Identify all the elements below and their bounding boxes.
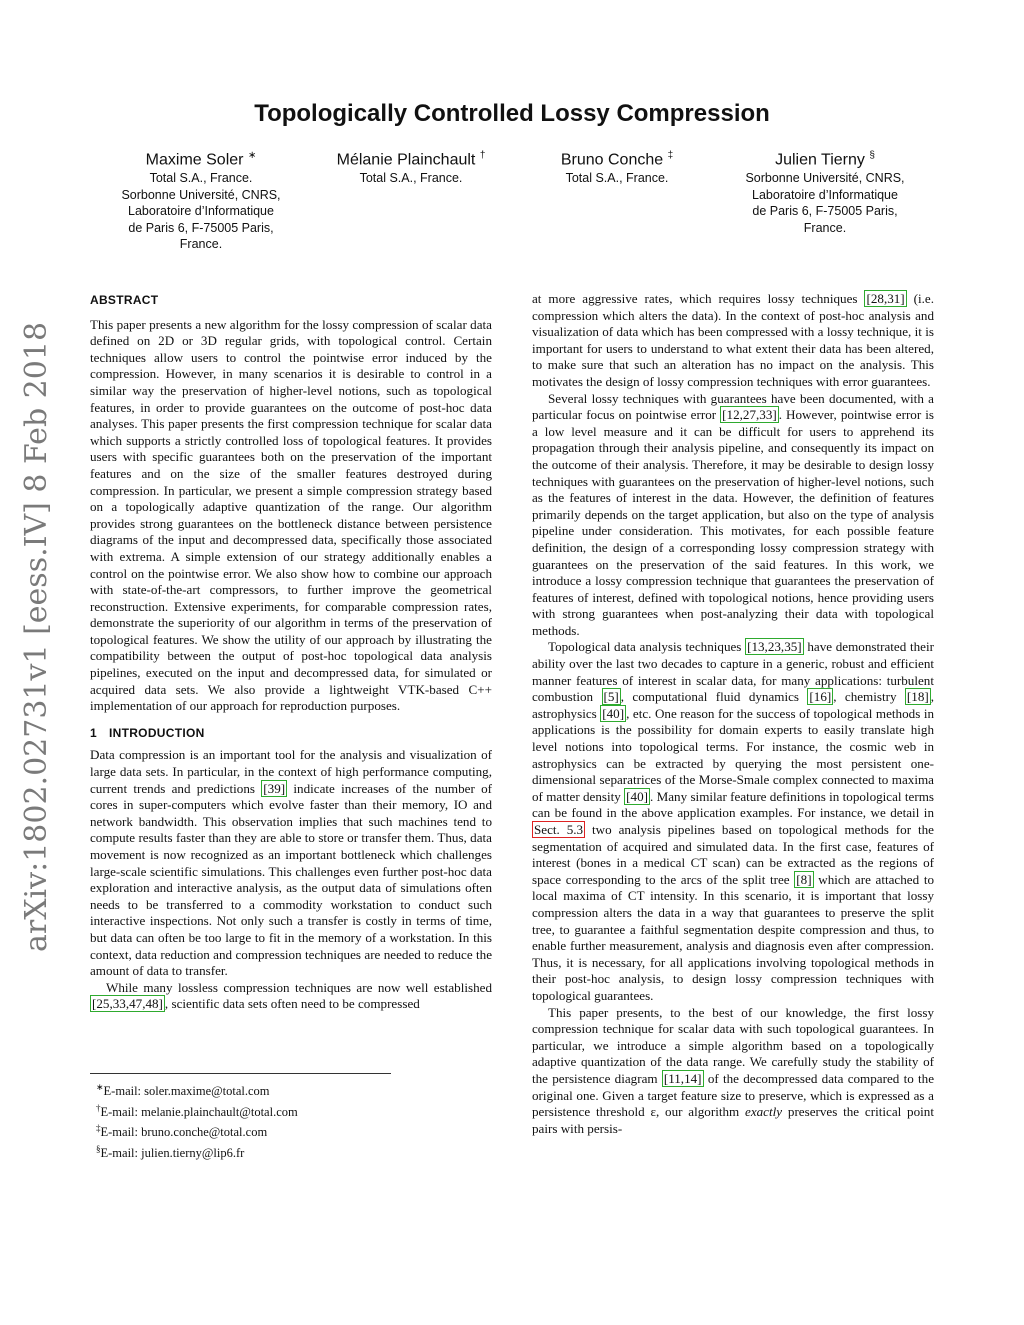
citation-link[interactable]: [8] bbox=[796, 871, 812, 887]
author-1 bbox=[101, 146, 301, 253]
footnote: †E-mail: melanie.plainchault@total.com bbox=[96, 1102, 298, 1119]
author-affiliation: Sorbonne Université, CNRS, Laboratoire d’Informatique de Paris 6, F-75005 Paris, France. bbox=[745, 171, 905, 235]
citation-link[interactable]: [16] bbox=[809, 689, 832, 705]
author-affiliation: Total S.A., France. Sorbonne Université, CNRS, Laboratoire d’Informatique de Paris 6, F-75005 Paris, France. bbox=[121, 171, 281, 252]
citation-link[interactable]: [40] bbox=[602, 705, 625, 721]
author-3 bbox=[517, 146, 717, 187]
citation-link[interactable]: [12,27,33] bbox=[722, 407, 777, 423]
citation-link[interactable]: [11,14] bbox=[663, 1070, 702, 1086]
citation-link[interactable]: [40] bbox=[626, 788, 648, 804]
section-title: INTRODUCTION bbox=[108, 725, 205, 740]
author-name: Julien Tierny bbox=[775, 151, 865, 169]
author-mark: ∗ bbox=[247, 150, 257, 161]
left-column bbox=[90, 292, 492, 1013]
footnotes bbox=[96, 1079, 496, 1161]
author-mark: § bbox=[869, 150, 875, 161]
footnote: ∗E-mail: soler.maxime@total.com bbox=[96, 1082, 270, 1099]
citation-link[interactable]: [18] bbox=[906, 689, 929, 705]
citation-link[interactable]: [5] bbox=[603, 689, 619, 705]
author-affiliation: Total S.A., France. bbox=[359, 171, 463, 186]
footnote: §E-mail: julien.tierny@lip6.fr bbox=[96, 1143, 245, 1160]
citation-link[interactable]: [13,23,35] bbox=[747, 639, 802, 655]
citation-link[interactable]: [25,33,47,48] bbox=[92, 996, 163, 1012]
right-paragraph-1: at more aggressive rates, which requires lossy techniques [28,31] (i.e. compression which alters the data). In the context of post-hoc analysis and visualization of data which has been compressed with a lossy technique, it is important for users to understand to what extent their data has been altered, to make sure that such an alteration has no impact on the analysis. This motivates the design of lossy compression techniques with error guarantees. bbox=[532, 291, 935, 389]
section-number: 1 bbox=[90, 725, 97, 740]
footnote-divider bbox=[90, 1073, 391, 1074]
abstract-text: This paper presents a new algorithm for the lossy compression of scalar data defined on 2D or 3D regular grids, with topological control. Certain techniques allow users to control the pointwise error induced by the compression. However, in many scenarios it is desirable to control in a similar way the preservation of higher-level notions, such as topological features, in order to provide guarantees on the outcome of post-hoc data analyses. This paper presents the first compression technique for scalar data which supports a strictly controlled loss of topological features. It provides users with specific guarantees both on the preservation of the important features and on the size of the smaller features destroyed during compression. In particular, we present a simple compression strategy based on a topologically adaptive quantization of the range. Our algorithm provides strong guarantees on the bottleneck distance between persistence diagrams of the input and decompressed data, specifically those associated with extrema. A simple extension of our strategy additionally enables a control on the pointwise error. We also show how to combine our approach with state-of-the-art compressors, to further improve the geometrical reconstruction. Extensive experiments, for comparable compression rates, demonstrate the superiority of our algorithm in terms of the preservation of topological features. We show the utility of our approach by illustrating the compatibility between the output of post-hoc topological data analysis pipelines, executed on the input and decompressed data, for simulated or acquired data sets. We also provide a lightweight VTK-based C++ implementation of our approach for reproduction purposes. bbox=[90, 316, 492, 714]
right-column bbox=[532, 291, 934, 1137]
section-heading-introduction bbox=[90, 725, 492, 742]
footnote: ‡E-mail: bruno.conche@total.com bbox=[96, 1123, 268, 1140]
author-name: Maxime Soler bbox=[145, 151, 244, 169]
right-paragraph-2: Several lossy techniques with guarantees have been documented, with a particular focus on pointwise error [12,27,33] . However, pointwise error is a low level measure and it can be difficult for users to apprehend its propagation through their analysis pipeline, and consequently its impact on the outcome of their analysis. Therefore, it may be desirable to design lossy techniques with guarantees on the preservation of higher-level notions, such as the features of interest in the data. However, the definition of features primarily depends on the target application, but also on the type of analysis pipeline under consideration. This motivates, for each possible feature definition, the design of a corresponding lossy compression strategy with guarantees on the preservation of the said features. In this work, we introduce a lossy compression technique that guarantees the preservation of features of interest, defined with topological notions, hence providing users with strong guarantees when post-analyzing their data with topological methods. bbox=[532, 390, 934, 638]
author-affiliation: Total S.A., France. bbox=[565, 171, 669, 186]
citation-link[interactable]: [28,31] bbox=[866, 291, 905, 306]
author-mark: † bbox=[479, 150, 486, 161]
right-paragraph-3: Topological data analysis techniques [13,23,35] have demonstrated their ability over the last two decades to capture in a generic, robust and efficient manner features of interest in scalar data, for many applications: turbulent combustion [5] , computational fluid dynamics [16] , chemistry [18] , astrophysics [40] , etc. One reason for the success of topological methods in applications is the possibility for domain experts to easily translate high level notions into topological terms. For instance, the cosmic web in astrophysics can be extracted by querying the most persistent one-dimensional separatrices of the Morse-Smale complex connected to maxima of matter density [40] . Many similar feature definitions in topological terms can be found in the above application examples. For instance, we detail in Sect. 5.3 two analysis pipelines based on topological methods for the segmentation of acquired and simulated data. In the first case, features of interest (bones in a medical CT scan) can be extracted as the regions of space corresponding to the arcs of the split tree [8] which are attached to local maxima of CT intensity. In this scenario, it is important that lossy compression alters the data in a way that guarantees to preserve the split tree, to guarantee a faithful segmentation despite compression and thus, to enable further measurement, analysis and diagnosis even after compression. Thus, it is necessary, for all applications involving topological methods in their post-hoc analysis, to design lossy compression techniques with topological guarantees. bbox=[532, 639, 935, 1003]
right-paragraph-4: This paper presents, to the best of our knowledge, the first lossy compression technique for scalar data with such topological guarantees. In particular, we introduce a simple algorithm based on a topologically adaptive quantization of the data range. We carefully study the stability of the persistence diagram [11,14] of the decompressed data compared to the original one. Given a target feature size to preserve, which is expressed as a persistence threshold ε, our algorithm exactly preserves the critical point pairs with persis- bbox=[532, 1004, 935, 1136]
author-2 bbox=[311, 146, 511, 187]
intro-paragraph-1: Data compression is an important tool for the analysis and visualization of large data sets. In particular, in the context of high performance computing, current trends and predictions [39] indicate increases of the number of cores in super-computers which evolve faster than their memory, IO and network bandwidth. This observation implies that such machines tend to compute results faster than they are able to store or transfer them. Thus, data movement is now recognized as an important bottleneck which challenges large-scale scientific simulations. This challenges even further post-hoc data exploration and interactive analysis, as the output data of simulations often needs to be transferred to a commodity workstation to conduct such interactive inspections. Not only such a transfer is costly in terms of time, but data can often be too large to fit in the memory of a workstation. In this context, data reduction and compression techniques are needed to reduce the amount of data to transfer. bbox=[90, 747, 492, 979]
abstract-heading: ABSTRACT bbox=[90, 293, 159, 307]
section-reference-link[interactable]: Sect. 5.3 bbox=[534, 822, 584, 837]
arxiv-identifier: arXiv:1802.02731v1 [eess.IV] 8 Feb 2018 bbox=[19, 321, 54, 953]
citation-link[interactable]: [39] bbox=[263, 780, 286, 796]
author-mark: ‡ bbox=[667, 150, 674, 161]
author-4 bbox=[725, 146, 925, 236]
paper-title: Topologically Controlled Lossy Compression bbox=[254, 100, 770, 127]
intro-paragraph-2: While many lossless compression techniques are now well established [25,33,47,48] , scientific data sets often need to be compressed bbox=[92, 979, 492, 1012]
author-name: Bruno Conche bbox=[560, 151, 664, 169]
author-name: Mélanie Plainchault bbox=[336, 151, 476, 169]
